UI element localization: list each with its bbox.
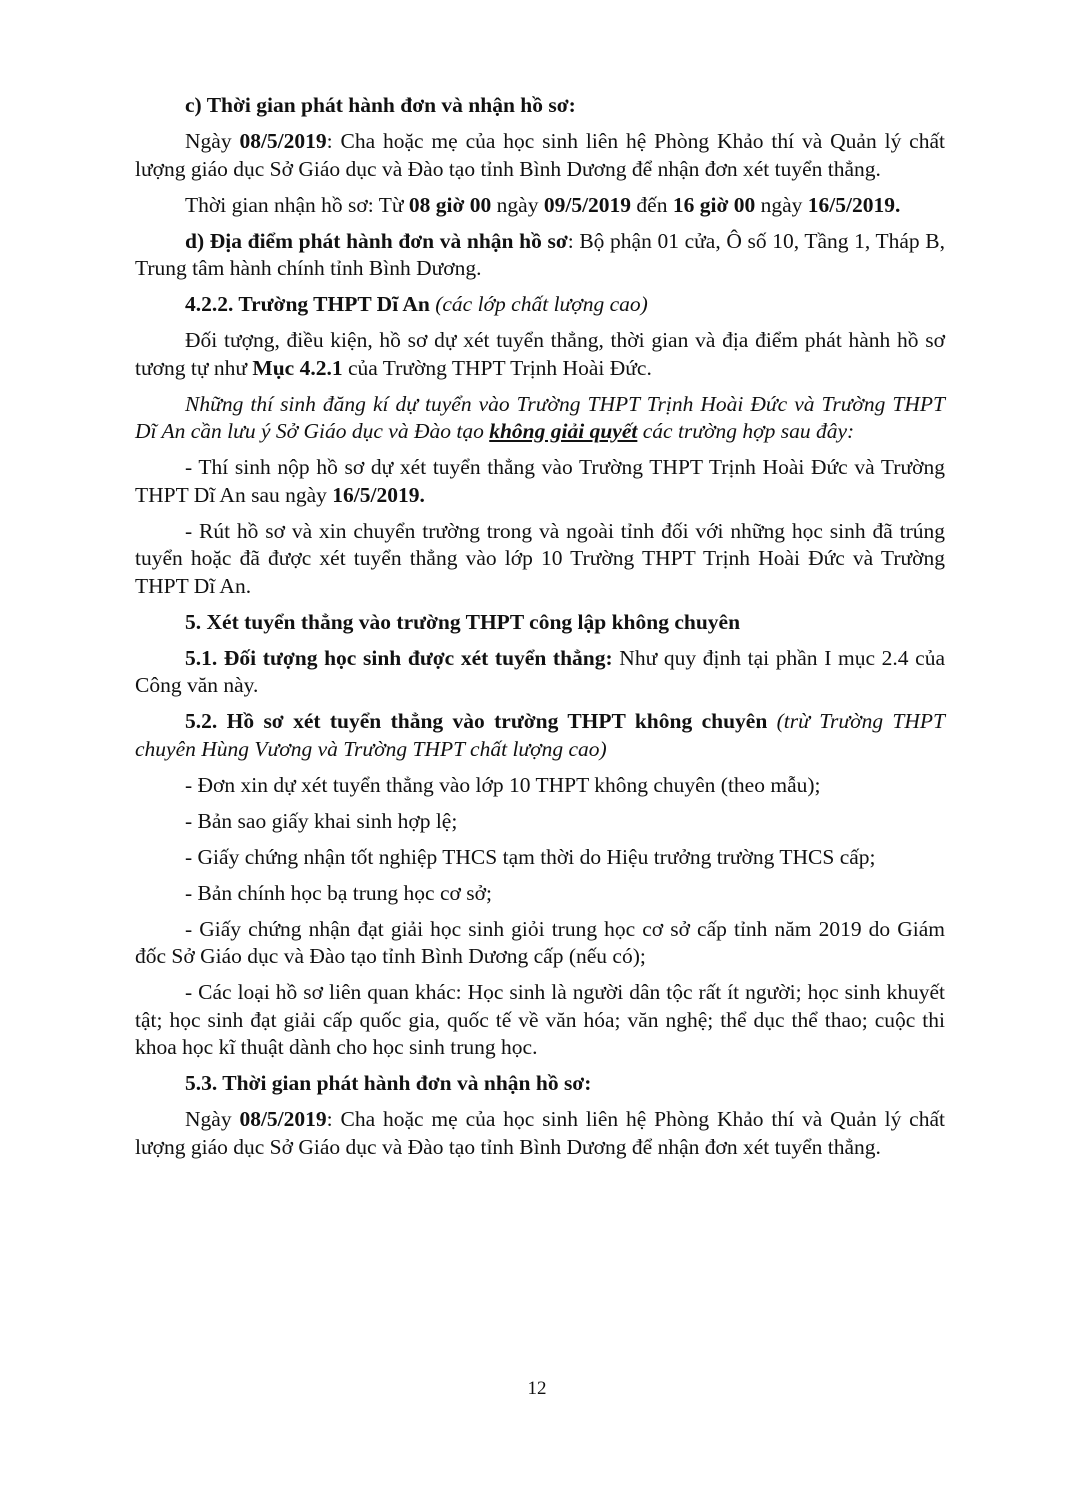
section-51-paragraph: 5.1. Đối tượng học sinh được xét tuyển thẳng: Như quy định tại phần I mục 2.4 của Công văn này. — [135, 645, 946, 697]
section-422-heading: 4.2.2. Trường THPT Dĩ An (các lớp chất lượng cao) — [185, 292, 648, 316]
list-item: - Bản chính học bạ trung học cơ sở; — [185, 880, 492, 905]
section-52-heading: 5.2. Hồ sơ xét tuyển thẳng vào trường THPT không chuyên (trừ Trường THPT chuyên Hùng Vương và Trường THPT chất lượng cao) — [135, 709, 945, 761]
bullet-item: - Rút hồ sơ và xin chuyển trường trong và ngoài tỉnh đối với những học sinh đã trúng tuyển hoặc đã được xét tuyển thẳng vào lớp 10 Trường THPT Trịnh Hoài Đức và Trường THPT Dĩ An. — [135, 518, 945, 598]
page-number: 12 — [527, 1378, 547, 1399]
section-d-paragraph: d) Địa điểm phát hành đơn và nhận hồ sơ: Bộ phận 01 cửa, Ô số 10, Tầng 1, Tháp B, Trung tâm hành chính tỉnh Bình Dương. — [135, 228, 945, 280]
list-item: - Giấy chứng nhận đạt giải học sinh giỏi trung học cơ sở cấp tỉnh năm 2019 do Giám đốc Sở Giáo dục và Đào tạo tỉnh Bình Dương cấp (nếu có); — [135, 916, 945, 968]
italic-note: Những thí sinh đăng kí dự tuyển vào Trường THPT Trịnh Hoài Đức và Trường THPT Dĩ An cần lưu ý Sở Giáo dục và Đào tạo không giải quyết các trường hợp sau đây: — [135, 391, 945, 443]
list-item: - Bản sao giấy khai sinh hợp lệ; — [185, 808, 458, 833]
list-item: - Đơn xin dự xét tuyển thẳng vào lớp 10 THPT không chuyên (theo mẫu); — [185, 772, 821, 797]
list-item: - Giấy chứng nhận tốt nghiệp THCS tạm thời do Hiệu trưởng trường THCS cấp; — [185, 844, 876, 869]
bullet-item: - Thí sinh nộp hồ sơ dự xét tuyển thẳng vào Trường THPT Trịnh Hoài Đức và Trường THPT Dĩ An sau ngày 16/5/2019. — [135, 455, 945, 507]
paragraph: Thời gian nhận hồ sơ: Từ 08 giờ 00 ngày 09/5/2019 đến 16 giờ 00 ngày 16/5/2019. — [185, 192, 901, 217]
document-body — [135, 92, 945, 1170]
paragraph: Ngày 08/5/2019: Cha hoặc mẹ của học sinh liên hệ Phòng Khảo thí và Quản lý chất lượng giáo dục Sở Giáo dục và Đào tạo tỉnh Bình Dương để nhận đơn xét tuyển thẳng. — [135, 1107, 945, 1159]
section-5-heading: 5. Xét tuyển thẳng vào trường THPT công lập không chuyên — [185, 609, 741, 634]
section-c-heading: c) Thời gian phát hành đơn và nhận hồ sơ: — [185, 93, 576, 117]
paragraph: Ngày 08/5/2019: Cha hoặc mẹ của học sinh liên hệ Phòng Khảo thí và Quản lý chất lượng giáo dục Sở Giáo dục và Đào tạo tỉnh Bình Dương để nhận đơn xét tuyển thẳng. — [135, 129, 945, 181]
list-item: - Các loại hồ sơ liên quan khác: Học sinh là người dân tộc rất ít người; học sinh khuyết tật; học sinh đạt giải cấp quốc gia, quốc tế về văn hóa; văn nghệ; thể dục thể thao; cuộc thi khoa học kĩ thuật dành cho học sinh trung học. — [135, 980, 945, 1059]
section-53-heading: 5.3. Thời gian phát hành đơn và nhận hồ sơ: — [185, 1071, 592, 1095]
paragraph: Đối tượng, điều kiện, hồ sơ dự xét tuyển thẳng, thời gian và địa điểm phát hành hồ sơ tương tự như Mục 4.2.1 của Trường THPT Trịnh Hoài Đức. — [135, 328, 945, 380]
